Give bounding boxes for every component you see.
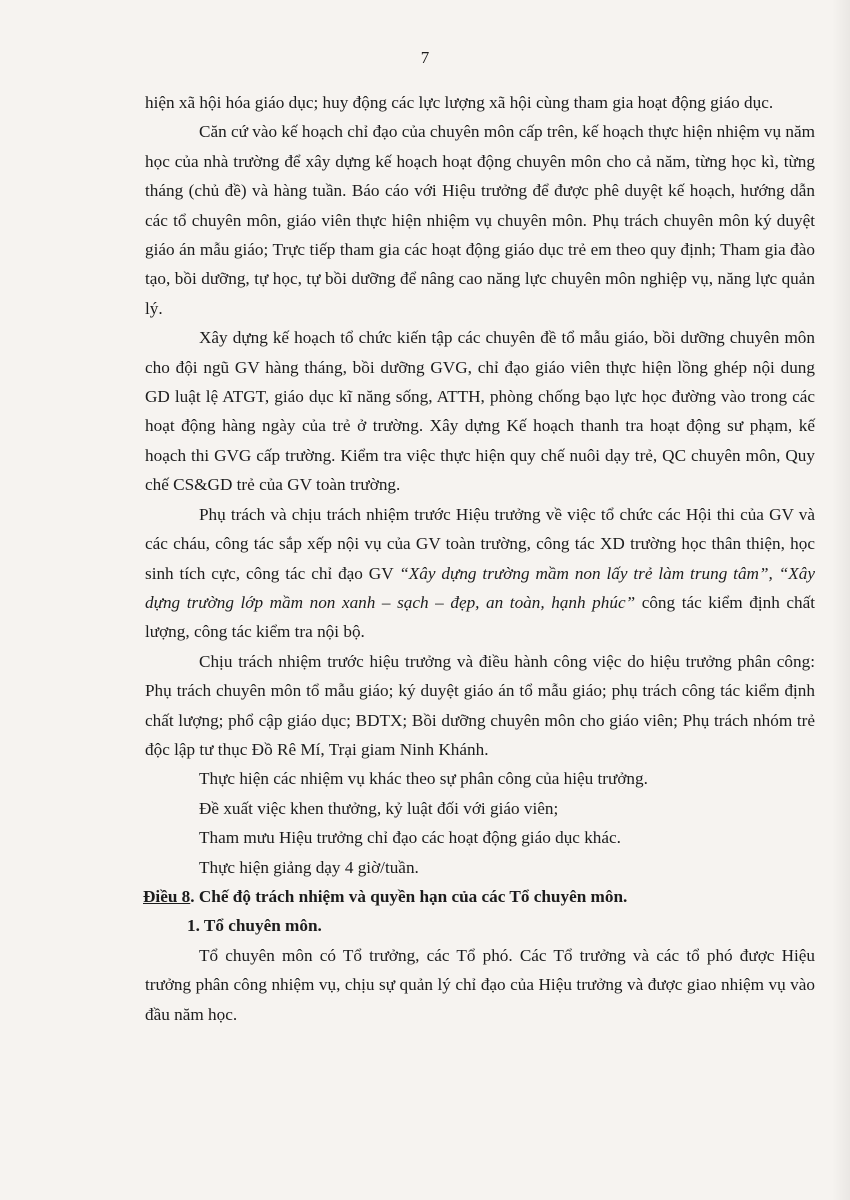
- document-body: [145, 88, 815, 1029]
- paragraph-advise: Tham mưu Hiệu trưởng chỉ đạo các hoạt động giáo dục khác.: [199, 828, 621, 848]
- section-1-heading: 1. Tổ chuyên môn.: [187, 916, 322, 936]
- article-title: . Chế độ trách nhiệm và quyền hạn của các Tổ chuyên môn.: [190, 886, 628, 906]
- paragraph-assigned-duties: Chịu trách nhiệm trước hiệu trưởng và điều hành công việc do hiệu trưởng phân công: Phụ trách chuyên môn tổ mẫu giáo; ký duyệt giáo án tổ mẫu giáo; phụ trách công tác kiểm định chất lượng; phổ cập giáo dục; BDTX; Bồi dưỡng chuyên môn cho giáo viên; Phụ trách nhóm trẻ độc lập tư thục Đồ Rê Mí, Trại giam Ninh Khánh.: [145, 651, 815, 759]
- paragraph-training: Xây dựng kế hoạch tổ chức kiến tập các chuyên đề tổ mẫu giáo, bồi dưỡng chuyên môn cho đội ngũ GV hàng tháng, bồi dưỡng GVG, chỉ đạo giáo viên thực hiện lồng ghép nội dung GD luật lệ ATGT, giáo dục kĩ năng sống, ATTH, phòng chống bạo lực học đường vào trong các hoạt động hàng ngày của trẻ ở trường. Xây dựng Kế hoạch thanh tra hoạt động sư phạm, kế hoạch thi GVG cấp trường. Kiểm tra việc thực hiện quy chế nuôi dạy trẻ, QC chuyên môn, Quy chế CS&GD trẻ của GV toàn trường.: [145, 328, 815, 495]
- article-label: Điều 8: [143, 886, 191, 906]
- paragraph-planning: Căn cứ vào kế hoạch chỉ đạo của chuyên môn cấp trên, kế hoạch thực hiện nhiệm vụ năm học của nhà trường để xây dựng kế hoạch hoạt động chuyên môn cho cả năm, từng học kì, từng tháng (chủ đề) và hàng tuần. Báo cáo với Hiệu trưởng để được phê duyệt kế hoạch, hướng dẫn các tổ chuyên môn, giáo viên thực hiện nhiệm vụ chuyên môn. Phụ trách chuyên môn ký duyệt giáo án mẫu giáo; Trực tiếp tham gia các hoạt động giáo dục trẻ em theo quy định; Tham gia đào tạo, bồi dưỡng, tự học, tự bồi dưỡng để nâng cao năng lực chuyên môn nghiệp vụ, năng lực quản lý.: [145, 122, 815, 318]
- section-1-body: Tổ chuyên môn có Tổ trưởng, các Tổ phó. Các Tổ trưởng và các tổ phó được Hiệu trưởng phân công nhiệm vụ, chịu sự quản lý chỉ đạo của Hiệu trưởng và được giao nhiệm vụ vào đầu năm học.: [145, 945, 815, 1024]
- paragraph-other-duties: Thực hiện các nhiệm vụ khác theo sự phân công của hiệu trưởng.: [199, 769, 648, 789]
- page-edge-shadow: [832, 0, 850, 1200]
- text-run: Phụ trách và chịu trách nhiệm trước Hiệu trưởng về việc tổ chức các Hội thi của GV và các cháu, công tác sắp xếp nội vụ của GV toàn trường, công tác XD trường học thân thiện, học sinh tích cực, công tác chỉ đạo GV: [145, 504, 815, 583]
- text-run: công tác kiểm định chất lượng, công tác kiểm tra nội bộ.: [145, 592, 815, 642]
- paragraph-continuation: hiện xã hội hóa giáo dục; huy động các lực lượng xã hội cùng tham gia hoạt động giáo dục.: [145, 93, 774, 112]
- page-number: 7: [420, 48, 430, 67]
- article-8-heading: [143, 882, 815, 911]
- paragraph-rewards: Đề xuất việc khen thưởng, kỷ luật đối với giáo viên;: [199, 798, 559, 818]
- paragraph-responsibility: [145, 500, 815, 647]
- italic-quote: “Xây dựng trường mầm non lấy trẻ làm trung tâm”, “Xây dựng trường lớp mầm non xanh – sạch – đẹp, an toàn, hạnh phúc”: [145, 563, 815, 612]
- paragraph-teaching-hours: Thực hiện giảng dạy 4 giờ/tuần.: [199, 857, 419, 877]
